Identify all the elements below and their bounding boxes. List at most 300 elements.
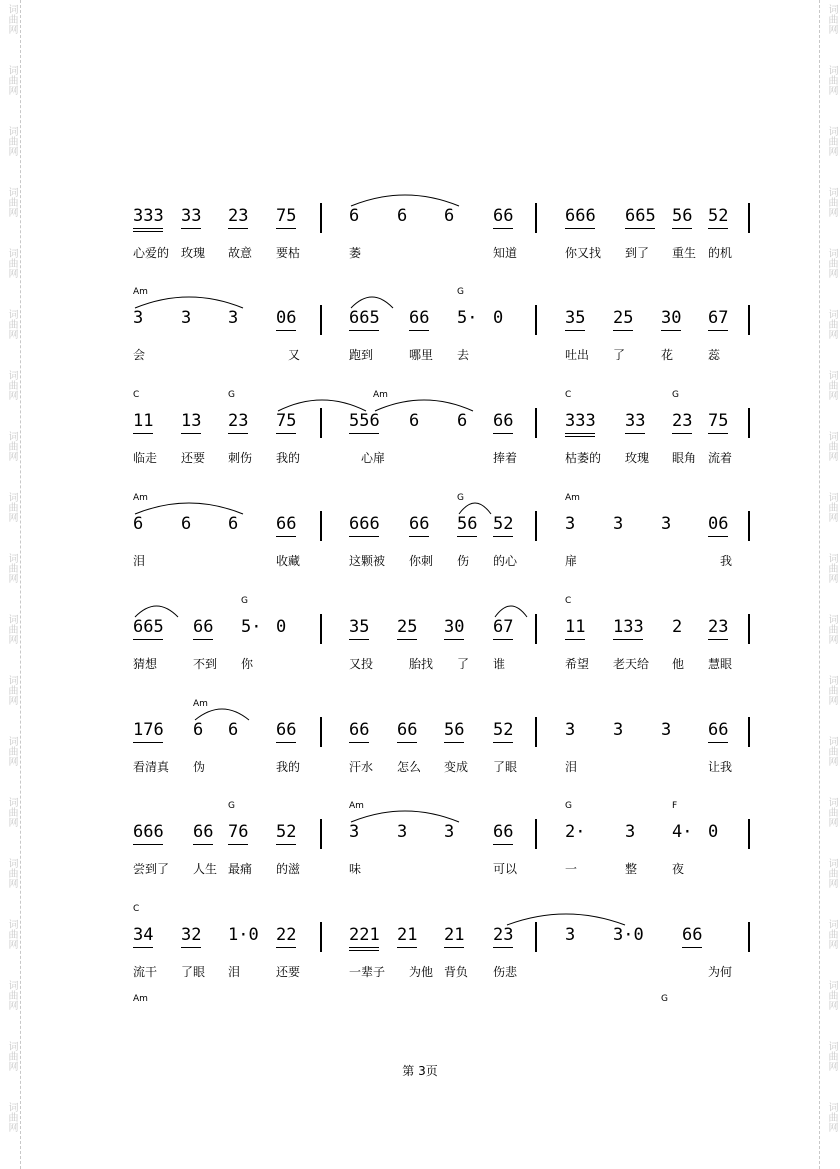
note-group: 556 [349, 411, 380, 431]
note-group: 66 [493, 206, 513, 226]
slur-tie [133, 292, 245, 310]
beam-underline [708, 536, 728, 537]
bar-line [535, 203, 537, 233]
chord-symbol: C [565, 596, 572, 606]
beam-underline [444, 947, 464, 948]
note-group: 23 [228, 411, 248, 431]
lyric-text: 一 [565, 862, 578, 876]
note-group: 66 [409, 514, 429, 534]
beam-underline [682, 947, 702, 948]
beam-underline [397, 947, 417, 948]
bar-line [748, 717, 750, 747]
beam-underline [493, 947, 513, 948]
note-group: 1·0 [228, 925, 259, 945]
chord-symbol: Am [373, 390, 388, 400]
page-number: 第 3页 [402, 1064, 438, 1078]
beam-underline [193, 844, 213, 845]
bar-line [748, 819, 750, 849]
note-group: 23 [708, 617, 728, 637]
note-group: 665 [349, 308, 380, 328]
note-group: 23 [228, 206, 248, 226]
watermark-text: 词曲网 [6, 980, 17, 1010]
chord-symbol: C [133, 390, 140, 400]
note-group: 666 [133, 822, 164, 842]
lyric-text: 眼角 [672, 451, 697, 465]
beam-underline [708, 330, 728, 331]
lyric-text: 会 [133, 348, 146, 362]
lyric-text: 蕊 [708, 348, 721, 362]
watermark-text: 词曲网 [826, 492, 837, 522]
slur-tie [349, 806, 461, 824]
note-group: 0 [493, 308, 504, 328]
beam-underline [708, 639, 728, 640]
watermark-text: 词曲网 [826, 553, 837, 583]
lyric-text: 这颗被 [349, 554, 386, 568]
beam-underline [349, 639, 369, 640]
watermark-text: 词曲网 [6, 858, 17, 888]
note-group: 3·0 [613, 925, 644, 945]
beam-underline [493, 844, 513, 845]
note-group: 11 [133, 411, 153, 431]
lyric-text: 又 [288, 348, 301, 362]
beam-underline [228, 844, 248, 845]
note-group: 66 [409, 308, 429, 328]
note-group: 3 [661, 720, 672, 740]
lyric-text: 泪 [228, 965, 241, 979]
lyric-text: 谁 [493, 657, 506, 671]
chord-symbol: F [672, 801, 678, 811]
beam-underline [661, 330, 681, 331]
lyric-text: 的机 [708, 246, 733, 260]
beam-underline [276, 742, 296, 743]
watermark-text: 词曲网 [6, 126, 17, 156]
bar-line [748, 203, 750, 233]
lyric-text: 变成 [444, 760, 469, 774]
lyric-text: 流着 [708, 451, 733, 465]
lyric-text: 你 [241, 657, 254, 671]
watermark-text: 词曲网 [826, 736, 837, 766]
beam-underline [493, 742, 513, 743]
watermark-text: 词曲网 [826, 4, 837, 34]
chord-symbol: G [672, 390, 679, 400]
note-group: 3 [444, 822, 455, 842]
lyric-text: 背负 [444, 965, 469, 979]
lyric-text: 临走 [133, 451, 158, 465]
lyric-text: 玫瑰 [625, 451, 650, 465]
note-group: 67 [493, 617, 513, 637]
note-group: 3 [613, 720, 624, 740]
slur-tie [373, 395, 475, 413]
lyric-text: 吐出 [565, 348, 590, 362]
note-group: 0 [276, 617, 287, 637]
note-group: 6 [444, 206, 455, 226]
beam-underline [672, 433, 692, 434]
lyric-text: 还要 [276, 965, 301, 979]
chord-symbol: G [565, 801, 572, 811]
note-group: 66 [276, 514, 296, 534]
note-group: 6 [181, 514, 192, 534]
note-group: 3 [349, 822, 360, 842]
lyric-text: 花 [661, 348, 674, 362]
note-group: 6 [228, 514, 239, 534]
watermark-text: 词曲网 [826, 675, 837, 705]
note-group: 52 [708, 206, 728, 226]
lyric-text: 了 [613, 348, 626, 362]
chord-symbol: G [241, 596, 248, 606]
watermark-text: 词曲网 [826, 919, 837, 949]
note-group: 3 [565, 925, 576, 945]
beam-underline [276, 844, 296, 845]
beam-underline [133, 947, 153, 948]
beam-underline [133, 228, 163, 229]
watermark-text: 词曲网 [6, 65, 17, 95]
chord-symbol: Am [349, 801, 364, 811]
lyric-text: 跑到 [349, 348, 374, 362]
note-group: 11 [565, 617, 585, 637]
note-group: 56 [672, 206, 692, 226]
note-group: 06 [276, 308, 296, 328]
note-group: 6 [228, 720, 239, 740]
note-group: 52 [276, 822, 296, 842]
beam-underline [457, 536, 477, 537]
lyric-text: 枯萎的 [565, 451, 602, 465]
beam-underline [409, 536, 429, 537]
note-group: 2 [672, 617, 683, 637]
note-group: 75 [276, 411, 296, 431]
note-group: 176 [133, 720, 164, 740]
note-group: 665 [625, 206, 656, 226]
lyric-text: 收藏 [276, 554, 301, 568]
lyric-text: 泪 [133, 554, 146, 568]
note-group: 35 [349, 617, 369, 637]
slur-tie [349, 292, 395, 310]
watermark-text: 词曲网 [6, 248, 17, 278]
lyric-text: 又投 [349, 657, 374, 671]
lyric-text: 看清真 [133, 760, 170, 774]
beam-underline [276, 947, 296, 948]
beam-underline [181, 433, 201, 434]
lyric-text: 汗水 [349, 760, 374, 774]
lyric-text: 我的 [276, 760, 301, 774]
note-group: 4· [672, 822, 693, 842]
bar-line [535, 614, 537, 644]
lyric-text: 整 [625, 862, 638, 876]
beam-underline [276, 330, 296, 331]
watermark-text: 词曲网 [6, 492, 17, 522]
beam-underline [565, 639, 585, 640]
bar-line [320, 819, 322, 849]
note-group: 21 [397, 925, 417, 945]
lyric-text: 去 [457, 348, 470, 362]
lyric-text: 味 [349, 862, 362, 876]
watermark-text: 词曲网 [6, 736, 17, 766]
beam-underline [397, 639, 417, 640]
beam-underline [349, 950, 379, 951]
note-group: 75 [276, 206, 296, 226]
beam-underline [493, 433, 513, 434]
watermark-text: 词曲网 [826, 65, 837, 95]
watermark-text: 词曲网 [6, 1041, 17, 1071]
beam-underline [613, 639, 643, 640]
note-group: 6 [349, 206, 360, 226]
watermark-text: 词曲网 [826, 309, 837, 339]
lyric-text: 了眼 [493, 760, 518, 774]
chord-symbol: Am [193, 699, 208, 709]
bar-line [748, 305, 750, 335]
beam-underline [228, 228, 248, 229]
note-group: 221 [349, 925, 380, 945]
note-group: 6 [133, 514, 144, 534]
chord-symbol: C [565, 390, 572, 400]
bar-line [320, 305, 322, 335]
beam-underline [349, 330, 379, 331]
beam-underline [133, 433, 153, 434]
note-group: 666 [349, 514, 380, 534]
watermark-text: 词曲网 [6, 675, 17, 705]
lyric-text: 人生 [193, 862, 218, 876]
lyric-text: 伤 [457, 554, 470, 568]
lyric-text: 了 [457, 657, 470, 671]
watermark-text: 词曲网 [6, 1102, 17, 1132]
note-group: 25 [613, 308, 633, 328]
note-group: 666 [565, 206, 596, 226]
chord-symbol: C [133, 904, 140, 914]
lyric-text: 知道 [493, 246, 518, 260]
lyric-text: 你刺 [409, 554, 434, 568]
watermark-text: 词曲网 [826, 370, 837, 400]
beam-underline [349, 536, 379, 537]
bar-line [535, 717, 537, 747]
note-group: 2· [565, 822, 586, 842]
lyric-text: 要枯 [276, 246, 301, 260]
lyric-text: 的心 [493, 554, 518, 568]
beam-underline [708, 742, 728, 743]
right-margin-strip [819, 0, 840, 1169]
lyric-text: 他 [672, 657, 685, 671]
slur-tie [193, 704, 251, 722]
lyric-text: 我的 [276, 451, 301, 465]
beam-underline [493, 536, 513, 537]
watermark-text: 词曲网 [826, 1041, 837, 1071]
note-group: 56 [457, 514, 477, 534]
note-group: 0 [708, 822, 719, 842]
beam-underline [625, 433, 645, 434]
note-group: 66 [397, 720, 417, 740]
bar-line [320, 203, 322, 233]
lyric-text: 心爱的 [133, 246, 170, 260]
bar-line [748, 922, 750, 952]
lyric-text: 的滋 [276, 862, 301, 876]
note-group: 34 [133, 925, 153, 945]
lyric-text: 为他 [409, 965, 434, 979]
beam-underline [133, 844, 163, 845]
note-group: 32 [181, 925, 201, 945]
bar-line [535, 511, 537, 541]
watermark-text: 词曲网 [826, 187, 837, 217]
chord-symbol: Am [565, 493, 580, 503]
bar-line [320, 922, 322, 952]
chord-symbol: Am [133, 287, 148, 297]
bar-line [320, 614, 322, 644]
watermark-text: 词曲网 [6, 553, 17, 583]
lyric-text: 哪里 [409, 348, 434, 362]
chord-symbol: G [661, 994, 668, 1004]
note-group: 133 [613, 617, 644, 637]
beam-underline [565, 330, 585, 331]
lyric-text: 你又找 [565, 246, 602, 260]
beam-underline [625, 228, 655, 229]
note-group: 56 [444, 720, 464, 740]
note-group: 3 [661, 514, 672, 534]
beam-underline [133, 231, 163, 232]
note-group: 66 [493, 411, 513, 431]
lyric-text: 老天给 [613, 657, 650, 671]
watermark-text: 词曲网 [6, 309, 17, 339]
watermark-text: 词曲网 [6, 4, 17, 34]
beam-underline [181, 228, 201, 229]
watermark-text: 词曲网 [826, 126, 837, 156]
note-group: 25 [397, 617, 417, 637]
note-group: 3 [181, 308, 192, 328]
lyric-text: 不到 [193, 657, 218, 671]
beam-underline [349, 433, 379, 434]
beam-underline [133, 639, 163, 640]
lyric-text: 慧眼 [708, 657, 733, 671]
lyric-text: 玫瑰 [181, 246, 206, 260]
beam-underline [444, 742, 464, 743]
slur-tie [133, 601, 180, 619]
watermark-text: 词曲网 [826, 614, 837, 644]
lyric-text: 伤悲 [493, 965, 518, 979]
beam-underline [613, 330, 633, 331]
watermark-text: 词曲网 [6, 370, 17, 400]
note-group: 66 [193, 822, 213, 842]
chord-symbol: G [457, 287, 464, 297]
slur-tie [505, 909, 627, 927]
lyric-text: 还要 [181, 451, 206, 465]
lyric-text: 捧着 [493, 451, 518, 465]
lyric-text: 希望 [565, 657, 590, 671]
beam-underline [181, 947, 201, 948]
note-group: 67 [708, 308, 728, 328]
bar-line [320, 511, 322, 541]
beam-underline [672, 228, 692, 229]
note-group: 76 [228, 822, 248, 842]
note-group: 33 [625, 411, 645, 431]
chord-symbol: G [457, 493, 464, 503]
note-group: 66 [493, 822, 513, 842]
beam-underline [493, 228, 513, 229]
lyric-text: 猜想 [133, 657, 158, 671]
lyric-text: 萎 [349, 246, 362, 260]
beam-underline [565, 228, 595, 229]
lyric-text: 泪 [565, 760, 578, 774]
bar-line [535, 305, 537, 335]
watermark-text: 词曲网 [826, 1102, 837, 1132]
lyric-text: 尝到了 [133, 862, 170, 876]
note-group: 333 [133, 206, 164, 226]
beam-underline [193, 639, 213, 640]
slur-tie [276, 395, 368, 413]
note-group: 3 [625, 822, 636, 842]
lyric-text: 最痛 [228, 862, 253, 876]
lyric-text: 夜 [672, 862, 685, 876]
bar-line [748, 511, 750, 541]
beam-underline [565, 433, 595, 434]
note-group: 23 [672, 411, 692, 431]
slur-tie [349, 190, 461, 208]
note-group: 30 [661, 308, 681, 328]
chord-symbol: G [228, 801, 235, 811]
note-group: 3 [613, 514, 624, 534]
beam-underline [565, 436, 595, 437]
lyric-text: 扉 [565, 554, 578, 568]
watermark-text: 词曲网 [6, 614, 17, 644]
watermark-text: 词曲网 [826, 858, 837, 888]
lyric-text: 流干 [133, 965, 158, 979]
note-group: 3 [565, 720, 576, 740]
watermark-text: 词曲网 [826, 980, 837, 1010]
beam-underline [349, 947, 379, 948]
chord-symbol: Am [133, 994, 148, 1004]
note-group: 75 [708, 411, 728, 431]
beam-underline [493, 639, 513, 640]
bar-line [748, 408, 750, 438]
lyric-text: 我 [720, 554, 733, 568]
watermark-text: 词曲网 [6, 919, 17, 949]
lyric-text: 可以 [493, 862, 518, 876]
lyric-text: 胎找 [409, 657, 434, 671]
watermark-text: 词曲网 [826, 248, 837, 278]
note-group: 22 [276, 925, 296, 945]
beam-underline [133, 742, 163, 743]
slur-tie [457, 498, 493, 516]
bar-line [535, 408, 537, 438]
bar-line [320, 717, 322, 747]
bar-line [535, 819, 537, 849]
note-group: 6 [193, 720, 204, 740]
watermark-text: 词曲网 [826, 431, 837, 461]
lyric-text: 伪 [193, 760, 206, 774]
beam-underline [349, 742, 369, 743]
lyric-text: 了眼 [181, 965, 206, 979]
beam-underline [444, 639, 464, 640]
beam-underline [409, 330, 429, 331]
note-group: 3 [228, 308, 239, 328]
note-group: 06 [708, 514, 728, 534]
note-group: 35 [565, 308, 585, 328]
note-group: 52 [493, 514, 513, 534]
note-group: 6 [409, 411, 420, 431]
beam-underline [228, 433, 248, 434]
chord-symbol: Am [133, 493, 148, 503]
lyric-text: 心扉 [361, 451, 386, 465]
note-group: 333 [565, 411, 596, 431]
watermark-text: 词曲网 [6, 187, 17, 217]
left-margin-strip [0, 0, 21, 1169]
note-group: 52 [493, 720, 513, 740]
slur-tie [133, 498, 245, 516]
note-group: 3 [565, 514, 576, 534]
lyric-text: 一辈子 [349, 965, 386, 979]
note-group: 5· [457, 308, 478, 328]
watermark-text: 词曲网 [6, 797, 17, 827]
note-group: 23 [493, 925, 513, 945]
lyric-text: 到了 [625, 246, 650, 260]
note-group: 6 [397, 206, 408, 226]
slur-tie [493, 601, 529, 619]
beam-underline [276, 536, 296, 537]
